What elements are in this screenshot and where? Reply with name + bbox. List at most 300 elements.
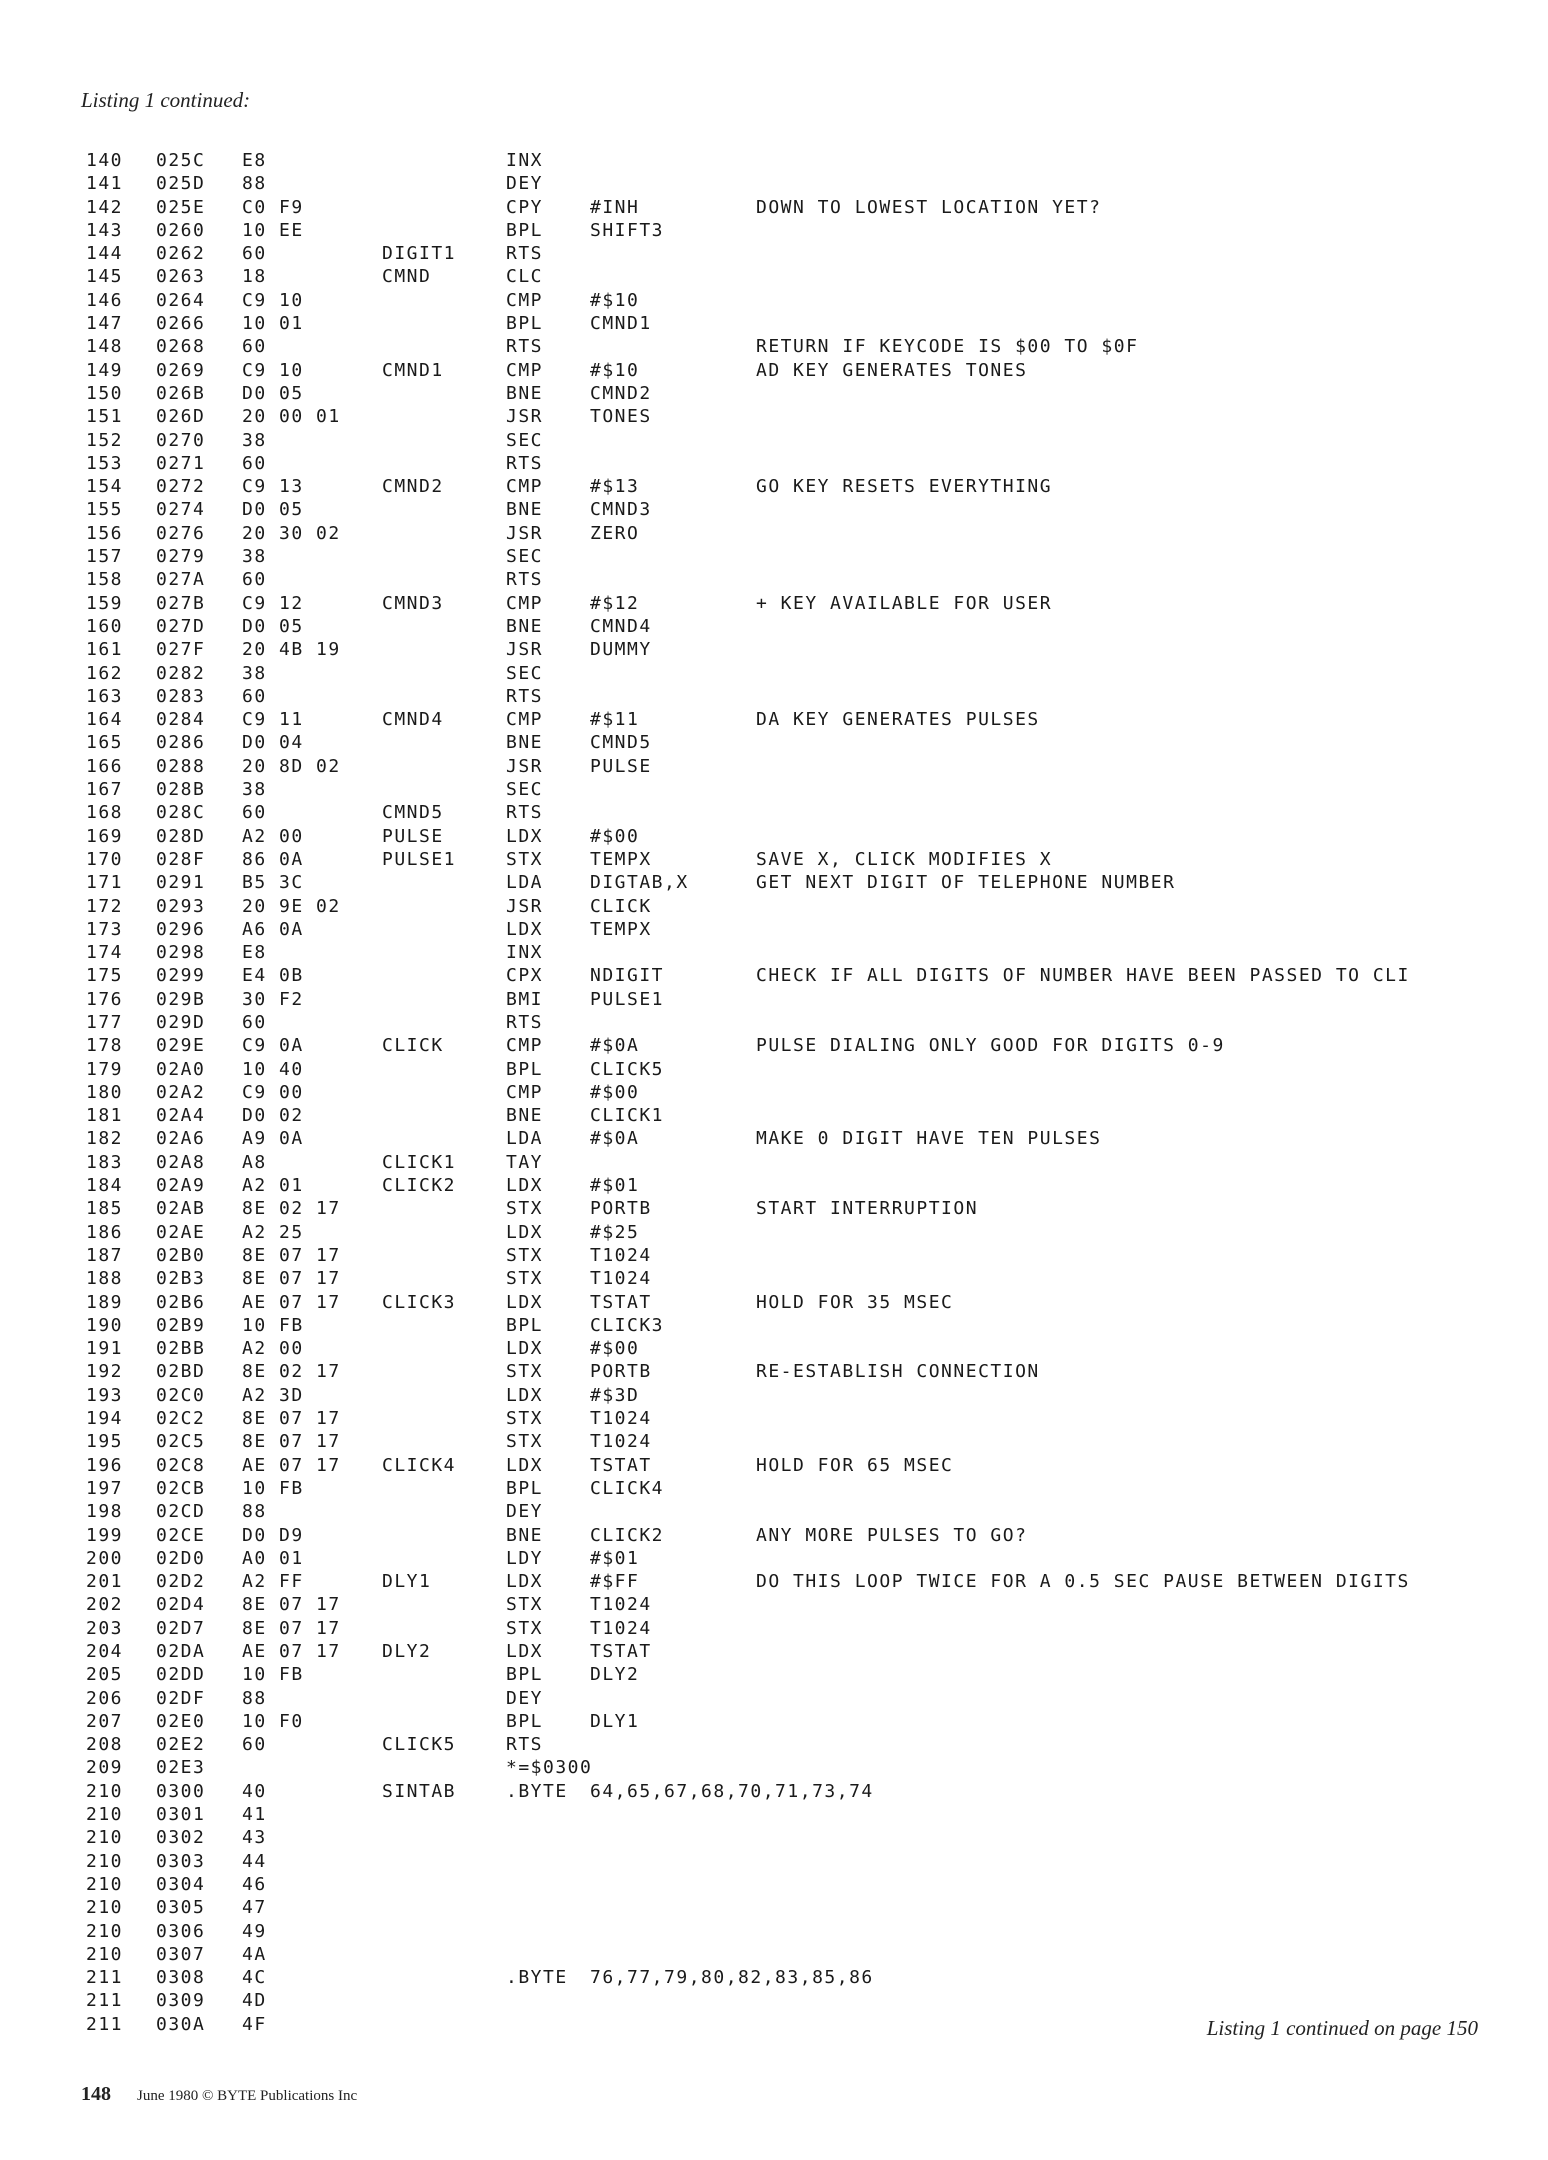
listing-row <box>86 1267 1526 1290</box>
line-number: 163 <box>86 685 124 707</box>
operand: CMND1 <box>590 313 652 335</box>
operand: CMND2 <box>590 382 652 404</box>
label: DLY1 <box>382 1571 432 1593</box>
listing-row <box>86 1221 1526 1244</box>
listing-row <box>86 1640 1526 1663</box>
opcode: LDX <box>506 1454 544 1476</box>
line-number: 190 <box>86 1314 124 1336</box>
operand: CMND4 <box>590 615 652 637</box>
operand: PULSE1 <box>590 988 665 1010</box>
address: 02D7 <box>156 1617 206 1639</box>
listing-row <box>86 265 1526 288</box>
object-code: A9 0A <box>242 1128 304 1150</box>
address: 029B <box>156 988 206 1010</box>
listing-row <box>86 871 1526 894</box>
address: 02DD <box>156 1664 206 1686</box>
listing-row <box>86 289 1526 312</box>
operand: 76,77,79,80,82,83,85,86 <box>590 1967 874 1989</box>
opcode: RTS <box>506 336 544 358</box>
operand: #$00 <box>590 1338 640 1360</box>
object-code: 86 0A <box>242 848 304 870</box>
operand: TONES <box>590 406 652 428</box>
opcode: INX <box>506 942 544 964</box>
operand: TSTAT <box>590 1291 652 1313</box>
opcode: STX <box>506 1594 544 1616</box>
address: 02C8 <box>156 1454 206 1476</box>
line-number: 210 <box>86 1897 124 1919</box>
object-code: C0 F9 <box>242 196 304 218</box>
line-number: 189 <box>86 1291 124 1313</box>
comment: DOWN TO LOWEST LOCATION YET? <box>756 196 1102 218</box>
listing-row <box>86 1058 1526 1081</box>
continued-note: Listing 1 continued on page 150 <box>1206 2016 1478 2040</box>
line-number: 210 <box>86 1943 124 1965</box>
object-code: 41 <box>242 1804 267 1826</box>
address: 028F <box>156 848 206 870</box>
address: 0293 <box>156 895 206 917</box>
opcode: STX <box>506 1617 544 1639</box>
listing-row <box>86 1524 1526 1547</box>
operand: CLICK <box>590 895 652 917</box>
address: 02A2 <box>156 1081 206 1103</box>
page-footer <box>81 2083 357 2106</box>
object-code: 88 <box>242 173 267 195</box>
object-code: 88 <box>242 1501 267 1523</box>
operand: #$10 <box>590 359 640 381</box>
address: 030A <box>156 2013 206 2035</box>
line-number: 202 <box>86 1594 124 1616</box>
address: 02DA <box>156 1641 206 1662</box>
line-number: 211 <box>86 1990 124 2012</box>
operand: CLICK2 <box>590 1524 665 1546</box>
listing-row <box>86 1780 1526 1803</box>
line-number: 155 <box>86 499 124 521</box>
object-code: 18 <box>242 266 267 288</box>
object-code: 60 <box>242 685 267 707</box>
address: 0284 <box>156 709 206 731</box>
listing-row <box>86 825 1526 848</box>
listing-row <box>86 452 1526 475</box>
listing-row <box>86 1826 1526 1849</box>
line-number: 159 <box>86 592 124 614</box>
line-number: 188 <box>86 1268 124 1290</box>
address: 0306 <box>156 1920 206 1942</box>
object-code: 60 <box>242 452 267 474</box>
label: CLICK4 <box>382 1454 457 1476</box>
line-number: 179 <box>86 1058 124 1080</box>
operand: T1024 <box>590 1244 652 1266</box>
listing-row <box>86 1174 1526 1197</box>
listing-row <box>86 1570 1526 1593</box>
line-number: 192 <box>86 1361 124 1383</box>
line-number: 207 <box>86 1710 124 1732</box>
line-number: 150 <box>86 382 124 404</box>
opcode: SEC <box>506 546 544 568</box>
address: 02D4 <box>156 1594 206 1616</box>
line-number: 167 <box>86 779 124 801</box>
comment: START INTERRUPTION <box>756 1198 979 1220</box>
opcode: DEY <box>506 173 544 195</box>
object-code: 10 FB <box>242 1664 304 1686</box>
line-number: 184 <box>86 1175 124 1197</box>
opcode: .BYTE <box>506 1780 568 1802</box>
line-number: 197 <box>86 1477 124 1499</box>
address: 028B <box>156 779 206 801</box>
line-number: 148 <box>86 336 124 358</box>
line-number: 211 <box>86 1967 124 1989</box>
address: 0276 <box>156 522 206 544</box>
address: 0279 <box>156 546 206 568</box>
opcode: LDX <box>506 918 544 940</box>
object-code: AE 07 17 <box>242 1454 341 1476</box>
opcode: RTS <box>506 802 544 824</box>
comment: SAVE X, CLICK MODIFIES X <box>756 848 1053 870</box>
operand: T1024 <box>590 1617 652 1639</box>
operand: CMND3 <box>590 499 652 521</box>
address: 0299 <box>156 965 206 987</box>
object-code: A2 00 <box>242 825 304 847</box>
object-code: E8 <box>242 150 267 171</box>
opcode: INX <box>506 150 544 171</box>
object-code: 8E 02 17 <box>242 1198 341 1220</box>
label: SINTAB <box>382 1780 457 1802</box>
listing-row <box>86 1384 1526 1407</box>
object-code: 20 30 02 <box>242 522 341 544</box>
opcode: CMP <box>506 592 544 614</box>
listing-row <box>86 1360 1526 1383</box>
line-number: 187 <box>86 1244 124 1266</box>
object-code: 4D <box>242 1990 267 2012</box>
listing-row <box>86 638 1526 661</box>
opcode: LDX <box>506 1338 544 1360</box>
line-number: 146 <box>86 289 124 311</box>
opcode: LDX <box>506 1221 544 1243</box>
label: CMND5 <box>382 802 444 824</box>
opcode: LDA <box>506 1128 544 1150</box>
listing-row <box>86 1966 1526 1989</box>
listing-row <box>86 1477 1526 1500</box>
address: 0282 <box>156 662 206 684</box>
operand: 64,65,67,68,70,71,73,74 <box>590 1780 874 1802</box>
address: 02A0 <box>156 1058 206 1080</box>
object-code: D0 05 <box>242 499 304 521</box>
operand: #$3D <box>590 1384 640 1406</box>
listing-row <box>86 1943 1526 1966</box>
line-number: 210 <box>86 1850 124 1872</box>
object-code: 60 <box>242 336 267 358</box>
listing-row <box>86 1011 1526 1034</box>
object-code: 20 00 01 <box>242 406 341 428</box>
object-code: A0 01 <box>242 1547 304 1569</box>
opcode: STX <box>506 1244 544 1266</box>
address: 02E3 <box>156 1757 206 1779</box>
address: 028D <box>156 825 206 847</box>
line-number: 186 <box>86 1221 124 1243</box>
object-code: AE 07 17 <box>242 1641 341 1662</box>
comment: DO THIS LOOP TWICE FOR A 0.5 SEC PAUSE BETWEEN DIGITS <box>756 1571 1410 1593</box>
listing-row <box>86 1500 1526 1523</box>
opcode: RTS <box>506 452 544 474</box>
line-number: 173 <box>86 918 124 940</box>
operand: #$12 <box>590 592 640 614</box>
line-number: 196 <box>86 1454 124 1476</box>
listing-row <box>86 1197 1526 1220</box>
listing-row <box>86 498 1526 521</box>
operand: T1024 <box>590 1408 652 1430</box>
comment: ANY MORE PULSES TO GO? <box>756 1524 1028 1546</box>
object-code: A2 00 <box>242 1338 304 1360</box>
label: CMND3 <box>382 592 444 614</box>
listing-row <box>86 312 1526 335</box>
listing-row <box>86 685 1526 708</box>
comment: + KEY AVAILABLE FOR USER <box>756 592 1053 614</box>
listing-row <box>86 1127 1526 1150</box>
line-number: 210 <box>86 1780 124 1802</box>
object-code: D0 05 <box>242 615 304 637</box>
operand: #$FF <box>590 1571 640 1593</box>
opcode: CMP <box>506 1035 544 1057</box>
publication-credit: June 1980 © BYTE Publications Inc <box>137 2088 358 2104</box>
operand: #$11 <box>590 709 640 731</box>
operand: ZERO <box>590 522 640 544</box>
listing-row <box>86 1803 1526 1826</box>
opcode: CMP <box>506 709 544 731</box>
comment: GET NEXT DIGIT OF TELEPHONE NUMBER <box>756 872 1176 894</box>
comment: HOLD FOR 35 MSEC <box>756 1291 954 1313</box>
label: PULSE1 <box>382 848 457 870</box>
listing-row <box>86 1244 1526 1267</box>
operand: TSTAT <box>590 1641 652 1662</box>
object-code: 4F <box>242 2013 267 2035</box>
opcode: STX <box>506 1361 544 1383</box>
line-number: 193 <box>86 1384 124 1406</box>
listing-row <box>86 592 1526 615</box>
address: 027A <box>156 569 206 591</box>
listing-row <box>86 1920 1526 1943</box>
object-code: D0 04 <box>242 732 304 754</box>
opcode: CMP <box>506 476 544 498</box>
address: 0266 <box>156 313 206 335</box>
comment: PULSE DIALING ONLY GOOD FOR DIGITS 0-9 <box>756 1035 1225 1057</box>
listing-row <box>86 1710 1526 1733</box>
opcode: JSR <box>506 895 544 917</box>
opcode: STX <box>506 848 544 870</box>
listing-row <box>86 1291 1526 1314</box>
object-code: 20 8D 02 <box>242 755 341 777</box>
listing-row <box>86 405 1526 428</box>
line-number: 211 <box>86 2013 124 2035</box>
line-number: 181 <box>86 1105 124 1127</box>
opcode: STX <box>506 1198 544 1220</box>
object-code: 60 <box>242 569 267 591</box>
comment: CHECK IF ALL DIGITS OF NUMBER HAVE BEEN PASSED TO CLI <box>756 965 1410 987</box>
line-number: 200 <box>86 1547 124 1569</box>
listing-row <box>86 568 1526 591</box>
address: 0264 <box>156 289 206 311</box>
address: 025D <box>156 173 206 195</box>
address: 02CE <box>156 1524 206 1546</box>
opcode: BMI <box>506 988 544 1010</box>
listing-row <box>86 1733 1526 1756</box>
object-code: E4 0B <box>242 965 304 987</box>
address: 0260 <box>156 219 206 241</box>
listing-row <box>86 1617 1526 1640</box>
operand: #$25 <box>590 1221 640 1243</box>
line-number: 204 <box>86 1641 124 1662</box>
address: 0300 <box>156 1780 206 1802</box>
listing-row <box>86 801 1526 824</box>
listing-row <box>86 1547 1526 1570</box>
line-number: 174 <box>86 942 124 964</box>
line-number: 175 <box>86 965 124 987</box>
object-code: 60 <box>242 1734 267 1756</box>
address: 0269 <box>156 359 206 381</box>
line-number: 210 <box>86 1920 124 1942</box>
operand: TSTAT <box>590 1454 652 1476</box>
listing-row <box>86 731 1526 754</box>
line-number: 210 <box>86 1873 124 1895</box>
line-number: 180 <box>86 1081 124 1103</box>
opcode: CPY <box>506 196 544 218</box>
object-code: 10 01 <box>242 313 304 335</box>
object-code: 49 <box>242 1920 267 1942</box>
listing-row <box>86 755 1526 778</box>
opcode: JSR <box>506 639 544 661</box>
address: 02C2 <box>156 1408 206 1430</box>
line-number: 151 <box>86 406 124 428</box>
object-code: A6 0A <box>242 918 304 940</box>
line-number: 165 <box>86 732 124 754</box>
line-number: 191 <box>86 1338 124 1360</box>
opcode: *=$0300 <box>506 1757 593 1779</box>
label: CMND2 <box>382 476 444 498</box>
opcode: JSR <box>506 522 544 544</box>
operand: #$13 <box>590 476 640 498</box>
opcode: STX <box>506 1408 544 1430</box>
label: CLICK3 <box>382 1291 457 1313</box>
listing-row <box>86 1663 1526 1686</box>
listing-row <box>86 1104 1526 1127</box>
object-code: 8E 07 17 <box>242 1594 341 1616</box>
object-code: A2 3D <box>242 1384 304 1406</box>
line-number: 144 <box>86 243 124 265</box>
opcode: LDY <box>506 1547 544 1569</box>
line-number: 157 <box>86 546 124 568</box>
address: 0303 <box>156 1850 206 1872</box>
listing-row <box>86 964 1526 987</box>
opcode: RTS <box>506 569 544 591</box>
line-number: 209 <box>86 1757 124 1779</box>
listing-row <box>86 172 1526 195</box>
line-number: 182 <box>86 1128 124 1150</box>
address: 02C0 <box>156 1384 206 1406</box>
line-number: 147 <box>86 313 124 335</box>
object-code: 8E 07 17 <box>242 1408 341 1430</box>
object-code: AE 07 17 <box>242 1291 341 1313</box>
line-number: 145 <box>86 266 124 288</box>
operand: CLICK4 <box>590 1477 665 1499</box>
object-code: C9 0A <box>242 1035 304 1057</box>
listing-row <box>86 475 1526 498</box>
object-code: C9 12 <box>242 592 304 614</box>
label: CMND <box>382 266 432 288</box>
opcode: BPL <box>506 1314 544 1336</box>
address: 0274 <box>156 499 206 521</box>
line-number: 164 <box>86 709 124 731</box>
object-code: 4A <box>242 1943 267 1965</box>
object-code: A2 FF <box>242 1571 304 1593</box>
label: CLICK5 <box>382 1734 457 1756</box>
address: 026B <box>156 382 206 404</box>
address: 02E0 <box>156 1710 206 1732</box>
line-number: 169 <box>86 825 124 847</box>
opcode: RTS <box>506 685 544 707</box>
operand: TEMPX <box>590 918 652 940</box>
address: 02AB <box>156 1198 206 1220</box>
listing-row <box>86 1034 1526 1057</box>
listing-row <box>86 1314 1526 1337</box>
address: 02A6 <box>156 1128 206 1150</box>
operand: #$01 <box>590 1175 640 1197</box>
line-number: 142 <box>86 196 124 218</box>
operand: DIGTAB,X <box>590 872 689 894</box>
object-code: 4C <box>242 1967 267 1989</box>
opcode: SEC <box>506 429 544 451</box>
address: 028C <box>156 802 206 824</box>
address: 0309 <box>156 1990 206 2012</box>
object-code: 60 <box>242 243 267 265</box>
object-code: 60 <box>242 1011 267 1033</box>
opcode: STX <box>506 1431 544 1453</box>
listing-row <box>86 382 1526 405</box>
line-number: 176 <box>86 988 124 1010</box>
object-code: 20 4B 19 <box>242 639 341 661</box>
object-code: 88 <box>242 1687 267 1709</box>
line-number: 149 <box>86 359 124 381</box>
opcode: SEC <box>506 779 544 801</box>
address: 02C5 <box>156 1431 206 1453</box>
object-code: 30 F2 <box>242 988 304 1010</box>
operand: SHIFT3 <box>590 219 665 241</box>
object-code: 8E 07 17 <box>242 1431 341 1453</box>
line-number: 168 <box>86 802 124 824</box>
address: 02B3 <box>156 1268 206 1290</box>
operand: T1024 <box>590 1594 652 1616</box>
operand: CLICK1 <box>590 1105 665 1127</box>
listing-row <box>86 1081 1526 1104</box>
opcode: BNE <box>506 615 544 637</box>
line-number: 162 <box>86 662 124 684</box>
listing-row <box>86 941 1526 964</box>
listing-row <box>86 196 1526 219</box>
object-code: 10 EE <box>242 219 304 241</box>
listing-row <box>86 1873 1526 1896</box>
address: 029E <box>156 1035 206 1057</box>
comment: HOLD FOR 65 MSEC <box>756 1454 954 1476</box>
object-code: A8 <box>242 1151 267 1173</box>
label: DIGIT1 <box>382 243 457 265</box>
listing-row <box>86 1896 1526 1919</box>
opcode: CMP <box>506 1081 544 1103</box>
operand: TEMPX <box>590 848 652 870</box>
object-code: 10 F0 <box>242 1710 304 1732</box>
listing-row <box>86 1407 1526 1430</box>
label: CMND1 <box>382 359 444 381</box>
opcode: LDA <box>506 872 544 894</box>
address: 0262 <box>156 243 206 265</box>
object-code: 60 <box>242 802 267 824</box>
address: 02AE <box>156 1221 206 1243</box>
